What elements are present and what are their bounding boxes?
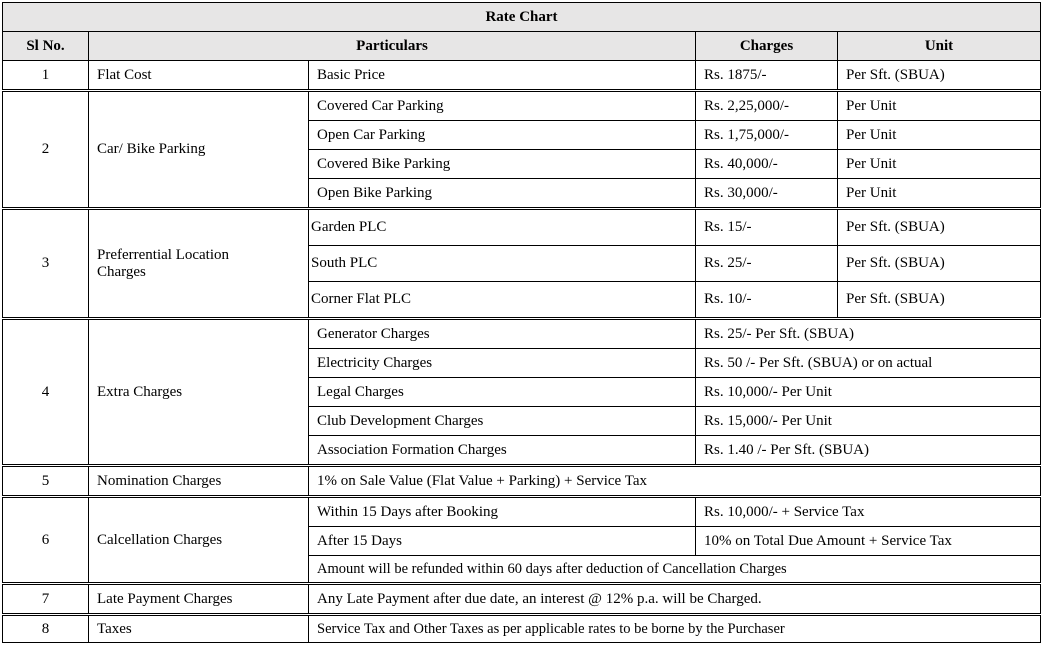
- item-unit: Per Sft. (SBUA): [838, 246, 1041, 282]
- item-charge: Rs. 1875/-: [696, 61, 838, 91]
- sl-no: 4: [3, 319, 89, 466]
- sl-no: 5: [3, 466, 89, 497]
- table-row: [3, 91, 1041, 121]
- item-charge: 10% on Total Due Amount + Service Tax: [696, 527, 1041, 556]
- item-charge: Rs. 50 /- Per Sft. (SBUA) or on actual: [696, 349, 1041, 378]
- item-text: Any Late Payment after due date, an interest @ 12% p.a. will be Charged.: [309, 584, 1041, 615]
- rate-chart: [2, 2, 1042, 643]
- item-unit: Per Unit: [838, 91, 1041, 121]
- sl-no: 3: [3, 209, 89, 319]
- item-name: After 15 Days: [309, 527, 696, 556]
- item-name: Open Car Parking: [309, 121, 696, 150]
- item-charge: Rs. 1.40 /- Per Sft. (SBUA): [696, 436, 1041, 466]
- rate-chart-table: [2, 2, 1041, 643]
- header-charges: Charges: [696, 32, 838, 61]
- item-charge: Rs. 30,000/-: [696, 179, 838, 209]
- table-row: [3, 584, 1041, 615]
- sl-no: 6: [3, 497, 89, 584]
- item-charge: Rs. 10,000/- Per Unit: [696, 378, 1041, 407]
- item-unit: Per Unit: [838, 179, 1041, 209]
- category-line: Preferrential Location: [97, 246, 230, 263]
- table-title: Rate Chart: [3, 3, 1041, 32]
- header-unit: Unit: [838, 32, 1041, 61]
- item-unit: Per Sft. (SBUA): [838, 209, 1041, 246]
- item-name: Garden PLC: [309, 209, 696, 246]
- header-row: [3, 32, 1041, 61]
- category: Calcellation Charges: [89, 497, 309, 584]
- item-name: Generator Charges: [309, 319, 696, 349]
- category: Car/ Bike Parking: [89, 91, 309, 209]
- item-charge: Rs. 40,000/-: [696, 150, 838, 179]
- category: Extra Charges: [89, 319, 309, 466]
- item-charge: Rs. 10/-: [696, 282, 838, 319]
- item-name: Electricity Charges: [309, 349, 696, 378]
- item-name: Corner Flat PLC: [309, 282, 696, 319]
- table-row: [3, 466, 1041, 497]
- table-row: [3, 319, 1041, 349]
- item-charge: Rs. 15/-: [696, 209, 838, 246]
- item-unit: Per Sft. (SBUA): [838, 61, 1041, 91]
- sl-no: 8: [3, 615, 89, 643]
- item-name: Open Bike Parking: [309, 179, 696, 209]
- item-charge: Rs. 10,000/- + Service Tax: [696, 497, 1041, 527]
- cancellation-note: Amount will be refunded within 60 days after deduction of Cancellation Charges: [309, 556, 1041, 584]
- category: Nomination Charges: [89, 466, 309, 497]
- item-name: South PLC: [309, 246, 696, 282]
- item-name: Within 15 Days after Booking: [309, 497, 696, 527]
- item-name: Covered Car Parking: [309, 91, 696, 121]
- item-name: Association Formation Charges: [309, 436, 696, 466]
- item-name: Legal Charges: [309, 378, 696, 407]
- table-row: [3, 615, 1041, 643]
- item-charge: Rs. 25/- Per Sft. (SBUA): [696, 319, 1041, 349]
- category: Flat Cost: [89, 61, 309, 91]
- category-line: Charges: [97, 263, 146, 280]
- sl-no: 1: [3, 61, 89, 91]
- category: [89, 209, 309, 319]
- item-name: Basic Price: [309, 61, 696, 91]
- item-name: Club Development Charges: [309, 407, 696, 436]
- item-charge: Rs. 2,25,000/-: [696, 91, 838, 121]
- table-row: [3, 61, 1041, 91]
- table-row: [3, 497, 1041, 527]
- header-sl-no: Sl No.: [3, 32, 89, 61]
- category: Taxes: [89, 615, 309, 643]
- item-unit: Per Sft. (SBUA): [838, 282, 1041, 319]
- table-row: [3, 209, 1041, 246]
- item-text: 1% on Sale Value (Flat Value + Parking) + Service Tax: [309, 466, 1041, 497]
- item-charge: Rs. 1,75,000/-: [696, 121, 838, 150]
- sl-no: 2: [3, 91, 89, 209]
- sl-no: 7: [3, 584, 89, 615]
- title-row: [3, 3, 1041, 32]
- item-name: Covered Bike Parking: [309, 150, 696, 179]
- item-unit: Per Unit: [838, 121, 1041, 150]
- category: Late Payment Charges: [89, 584, 309, 615]
- item-unit: Per Unit: [838, 150, 1041, 179]
- header-particulars: Particulars: [89, 32, 696, 61]
- item-text: Service Tax and Other Taxes as per applicable rates to be borne by the Purchaser: [309, 615, 1041, 643]
- item-charge: Rs. 15,000/- Per Unit: [696, 407, 1041, 436]
- item-charge: Rs. 25/-: [696, 246, 838, 282]
